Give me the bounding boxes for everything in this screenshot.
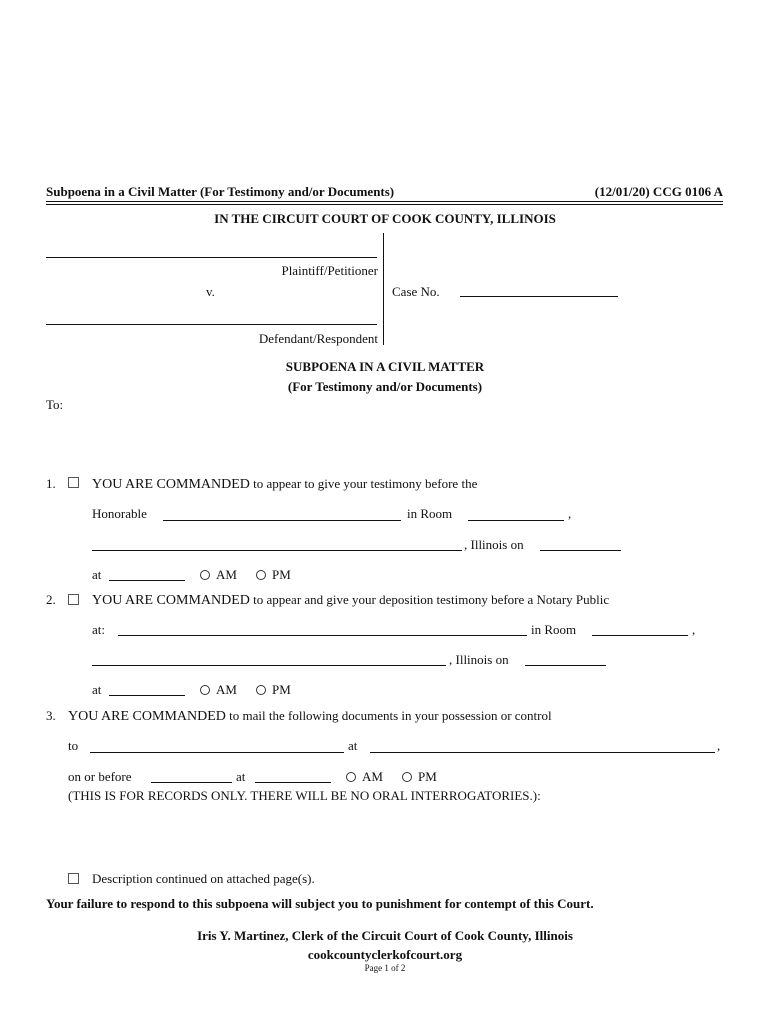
header-rule-top (46, 201, 723, 202)
item2-number: 2. (46, 592, 56, 607)
item3-at2-label: at (236, 769, 246, 784)
court-name: IN THE CIRCUIT COURT OF COOK COUNTY, ILLINOIS (214, 211, 556, 226)
item1-commanded: YOU ARE COMMANDED (92, 477, 250, 492)
item3-text (68, 708, 552, 725)
case-no-field[interactable] (460, 296, 618, 297)
item3-at-label: at (348, 738, 358, 753)
item1-time-field[interactable] (109, 580, 185, 581)
item2-date-field[interactable] (525, 665, 606, 666)
judge-name-field[interactable] (163, 520, 401, 521)
item2-pm-radio[interactable] (256, 685, 266, 695)
header-rule-bottom (46, 204, 723, 205)
plaintiff-name-field[interactable] (46, 257, 377, 258)
records-note: (THIS IS FOR RECORDS ONLY. THERE WILL BE NO ORAL INTERROGATORIES.): (68, 788, 541, 803)
contempt-warning: Your failure to respond to this subpoena will subject you to punishment for contempt of this Court. (46, 896, 594, 911)
subpoena-subtitle: (For Testimony and/or Documents) (287, 379, 483, 394)
description-continued-checkbox[interactable] (68, 873, 79, 884)
item1-number: 1. (46, 476, 56, 491)
item1-in-room-label: in Room (407, 506, 453, 521)
item2-illinois-on: , Illinois on (449, 652, 509, 667)
item1-am-label: AM (216, 567, 237, 582)
item2-am-radio[interactable] (200, 685, 210, 695)
clerk-website: cookcountyclerkofcourt.org (307, 947, 463, 962)
page-number: Page 1 of 2 (364, 963, 406, 973)
item1-at-label: at (92, 567, 102, 582)
caption-divider (383, 233, 384, 345)
case-no-label: Case No. (392, 284, 440, 299)
item1-text (92, 476, 477, 493)
form-title: Subpoena in a Civil Matter (For Testimony and/or Documents) (46, 184, 395, 199)
versus-text: v. (206, 284, 215, 299)
item2-location-field[interactable] (118, 635, 527, 636)
item3-time-field[interactable] (255, 782, 331, 783)
item3-address-field[interactable] (370, 752, 715, 753)
item1-checkbox[interactable] (68, 477, 79, 488)
item2-in-room-label: in Room (531, 622, 577, 637)
item1-date-field[interactable] (540, 550, 621, 551)
item1-room-field[interactable] (468, 520, 564, 521)
item2-at-colon: at: (92, 622, 105, 637)
item3-am-radio[interactable] (346, 772, 356, 782)
item1-comma: , (568, 506, 572, 521)
item1-illinois-on: , Illinois on (464, 537, 524, 552)
item2-description: to appear and give your deposition testimony before a Notary Public (249, 592, 610, 607)
item1-pm-label: PM (272, 567, 291, 582)
item3-comma: , (717, 738, 721, 753)
defendant-label: Defendant/Respondent (258, 331, 378, 346)
item3-description: to mail the following documents in your possession or control (225, 708, 552, 723)
on-or-before-label: on or before (68, 769, 132, 784)
item2-room-field[interactable] (592, 635, 688, 636)
item2-at-label: at (92, 682, 102, 697)
item2-pm-label: PM (272, 682, 291, 697)
item3-commanded: YOU ARE COMMANDED (68, 709, 226, 724)
description-continued-label: Description continued on attached page(s). (92, 871, 315, 886)
item2-address-field[interactable] (92, 665, 446, 666)
plaintiff-label: Plaintiff/Petitioner (281, 263, 378, 278)
item2-comma: , (692, 622, 696, 637)
item1-pm-radio[interactable] (256, 570, 266, 580)
item2-checkbox[interactable] (68, 594, 79, 605)
item3-to-label: to (68, 738, 79, 753)
item3-number: 3. (46, 708, 56, 723)
form-code: (12/01/20) CCG 0106 A (594, 184, 723, 199)
item3-pm-radio[interactable] (402, 772, 412, 782)
item2-text (92, 592, 609, 609)
defendant-name-field[interactable] (46, 324, 377, 325)
item2-time-field[interactable] (109, 695, 185, 696)
item1-description: to appear to give your testimony before the (249, 476, 478, 491)
item3-recipient-field[interactable] (90, 752, 344, 753)
to-label: To: (46, 397, 64, 412)
honorable-label: Honorable (92, 506, 147, 521)
item2-am-label: AM (216, 682, 237, 697)
item3-am-label: AM (362, 769, 383, 784)
subpoena-title: SUBPOENA IN A CIVIL MATTER (285, 359, 485, 374)
clerk-name: Iris Y. Martinez, Clerk of the Circuit Court of Cook County, Illinois (197, 928, 573, 943)
item1-address-field[interactable] (92, 550, 462, 551)
item3-pm-label: PM (418, 769, 437, 784)
item1-am-radio[interactable] (200, 570, 210, 580)
item2-commanded: YOU ARE COMMANDED (92, 593, 250, 608)
item3-date-field[interactable] (151, 782, 232, 783)
